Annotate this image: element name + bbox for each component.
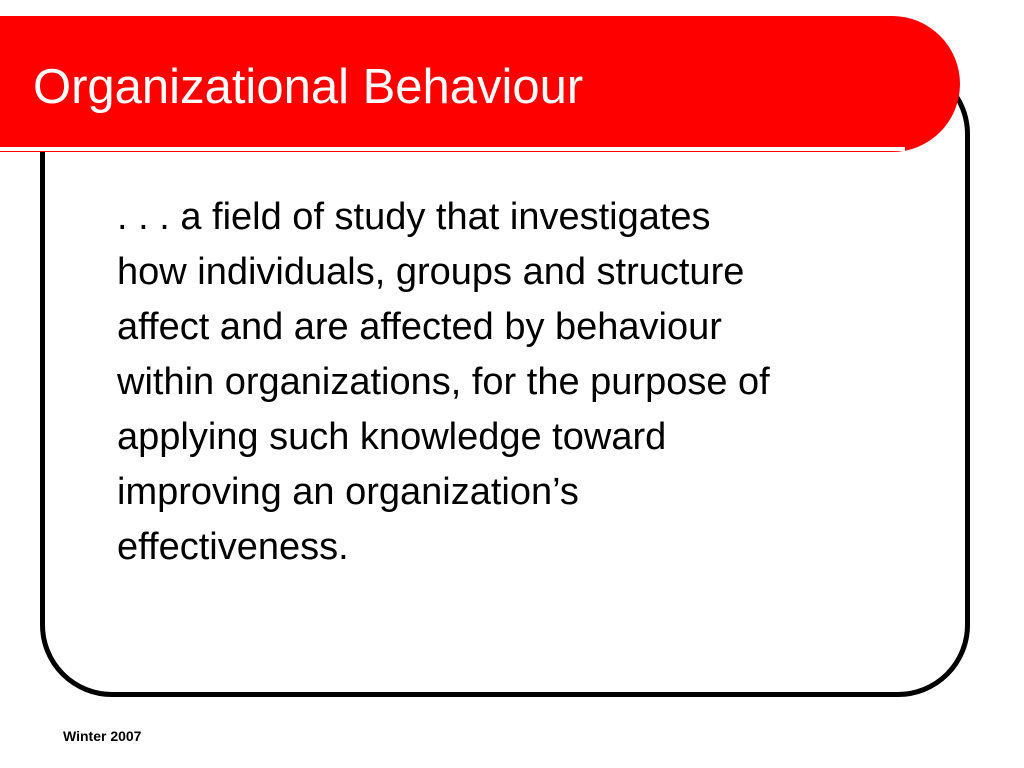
slide-title: Organizational Behaviour xyxy=(33,60,584,114)
footer-date: Winter 2007 xyxy=(63,728,142,744)
title-banner xyxy=(0,16,960,152)
title-underline xyxy=(0,147,905,151)
definition-text: . . . a field of study that investigates how individuals, groups and structure affect and are affected by behaviour within organizations, for the purpose of applying such knowledge toward improving an organization’s effectiveness. xyxy=(117,196,770,568)
